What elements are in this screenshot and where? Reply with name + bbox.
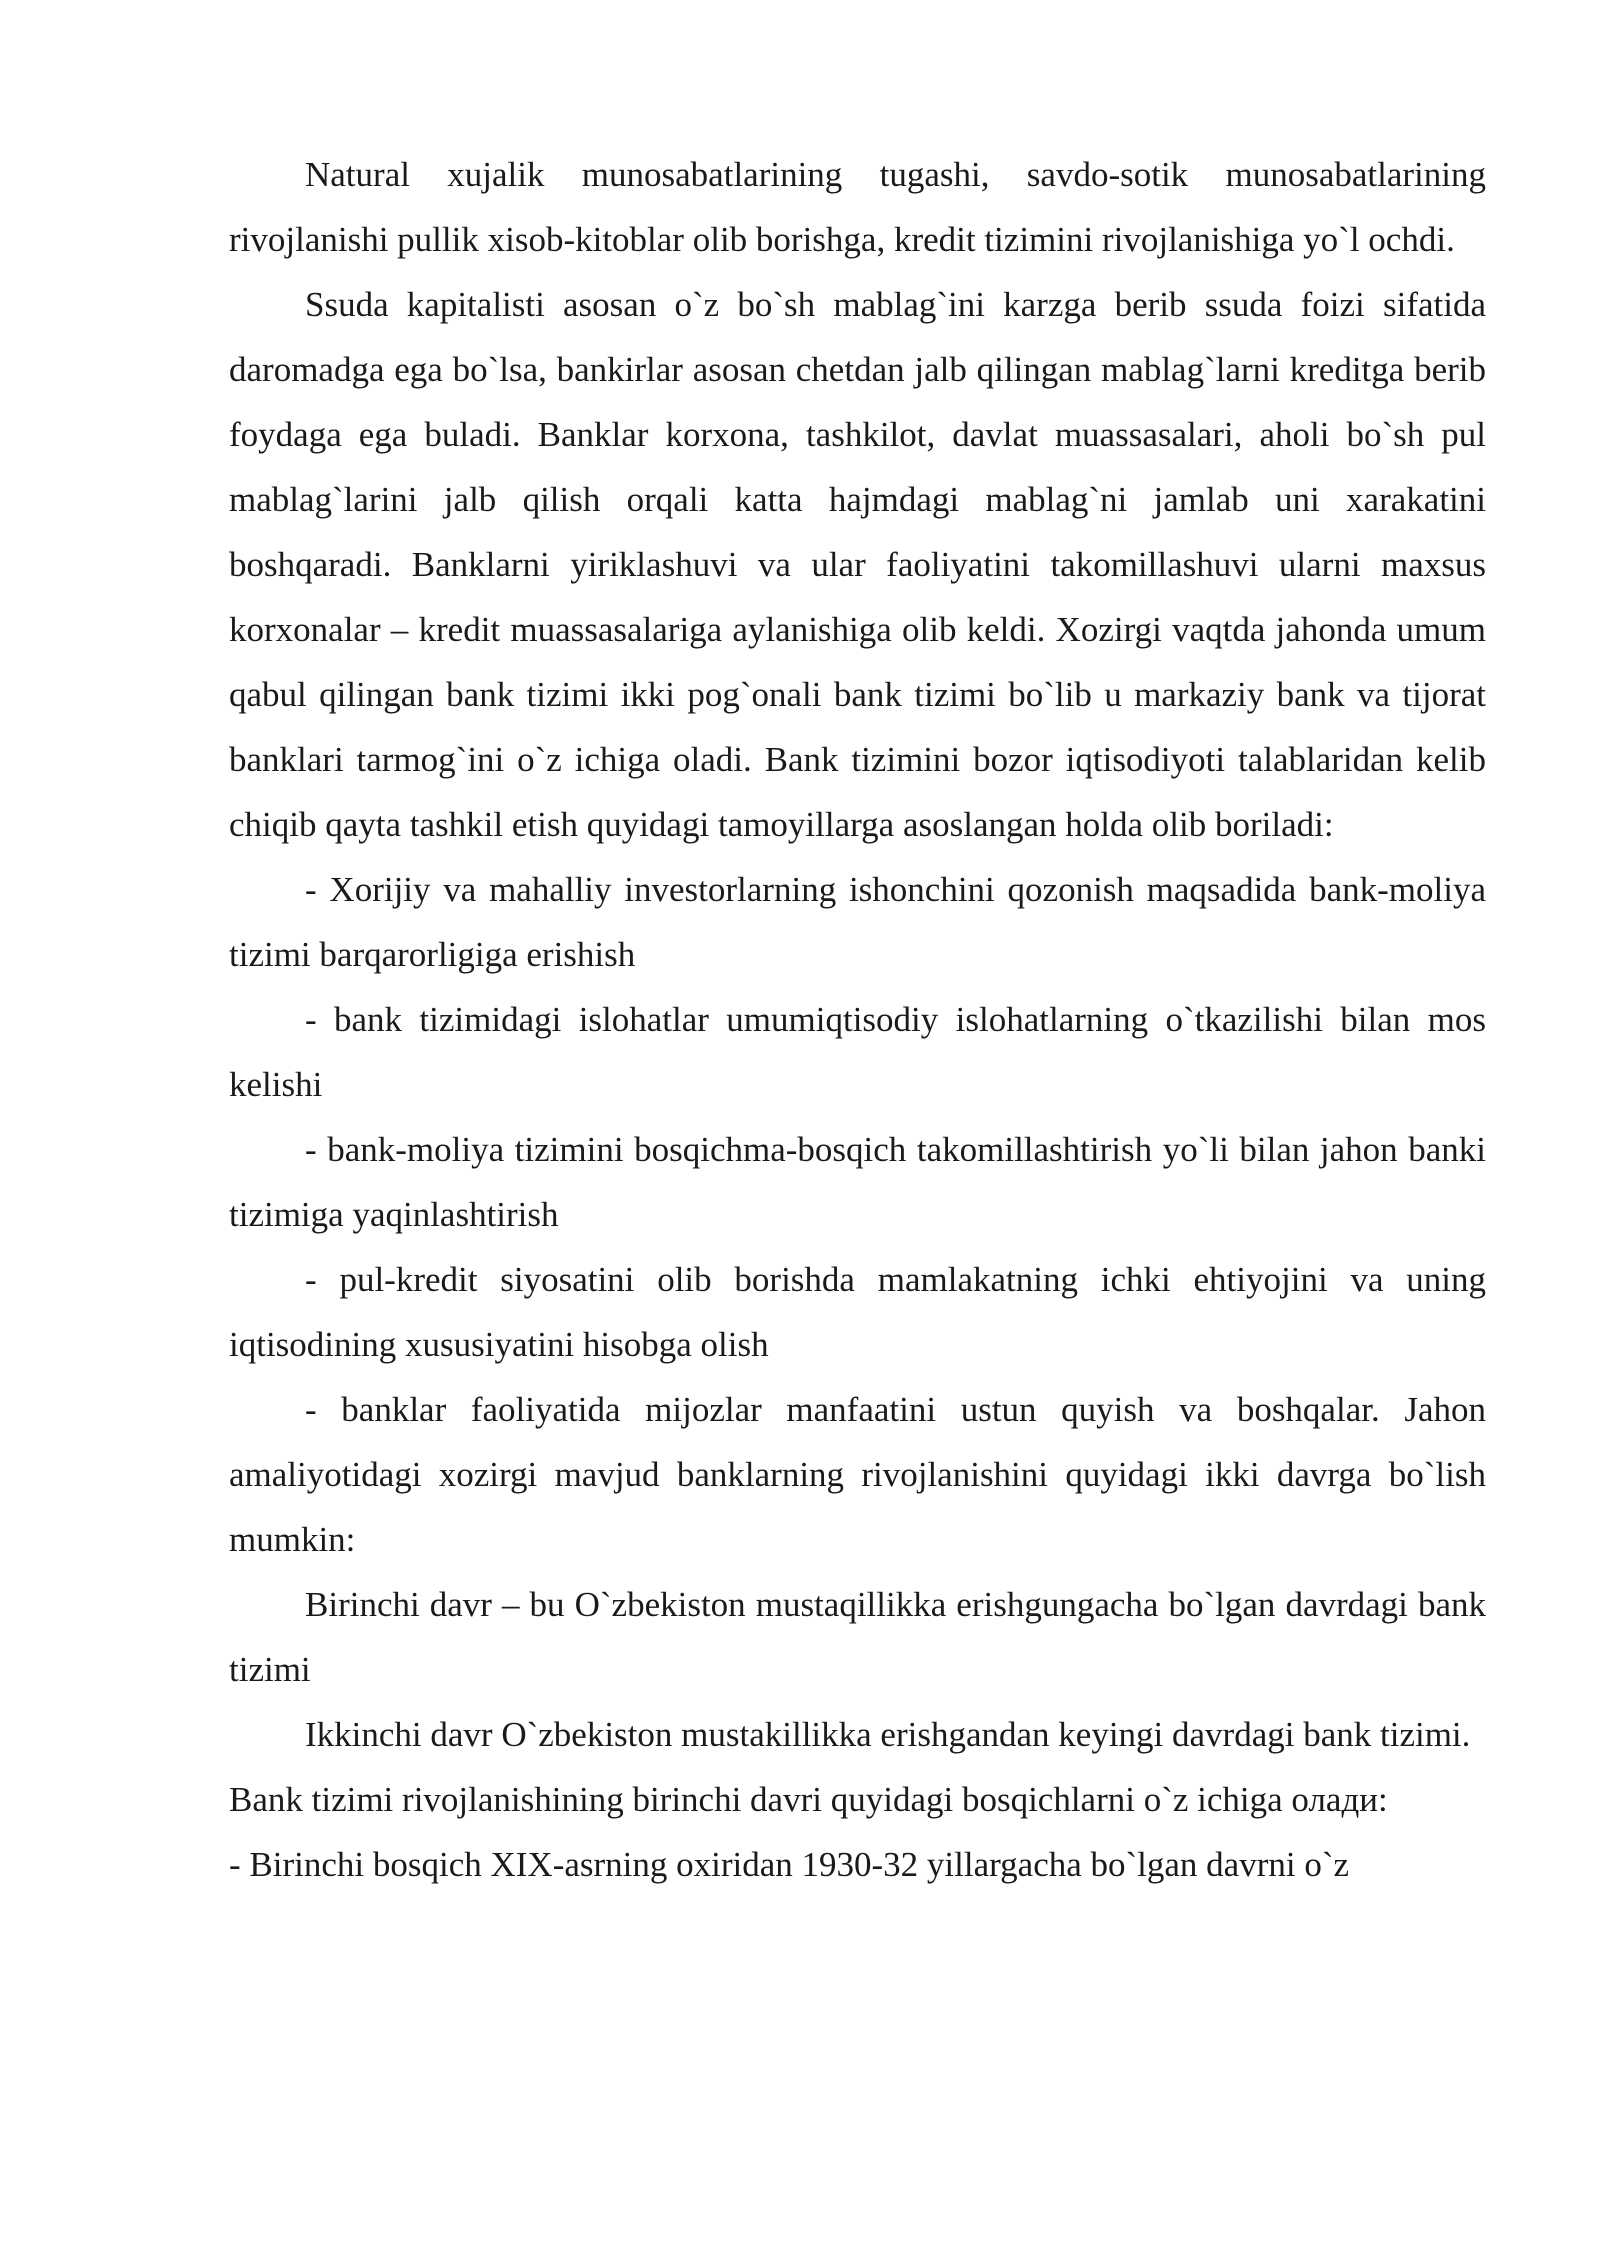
list-item-integration: - bank-moliya tizimini bosqichma-bosqich takomillashtirish yo`li bilan jahon banki tizimiga yaqinlashtirish xyxy=(229,1130,1486,1234)
list-item-stability: - Xorijiy va mahalliy investorlarning ishonchini qozonish maqsadida bank-moliya tizimi barqarorligiga erishish xyxy=(229,870,1486,974)
paragraph-stages-intro: Bank tizimi rivojlanishining birinchi davri quyidagi bosqichlarni o`z ichiga олади: xyxy=(229,1780,1388,1819)
list-item-monetary-policy: - pul-kredit siyosatini olib borishda mamlakatning ichki ehtiyojini va uning iqtisodining xususiyatini hisobga olish xyxy=(229,1260,1486,1364)
paragraph-natural-economy: Natural xujalik munosabatlarining tugashi, savdo-sotik munosabatlarining rivojlanishi pullik xisob-kitoblar olib borishga, kredit tizimini rivojlanishiga yo`l ochdi. xyxy=(229,155,1486,259)
paragraph-first-period: Birinchi davr – bu O`zbekiston mustaqillikka erishgungacha bo`lgan davrdagi bank tizimi xyxy=(229,1585,1486,1689)
paragraph-first-stage: - Birinchi bosqich XIX-asrning oxiridan 1930-32 yillargacha bo`lgan davrni o`z xyxy=(229,1845,1350,1884)
document-body xyxy=(229,142,1486,1897)
list-item-reforms: - bank tizimidagi islohatlar umumiqtisodiy islohatlarning o`tkazilishi bilan mos kelishi xyxy=(229,1000,1486,1104)
list-item-clients-interest: - banklar faoliyatida mijozlar manfaatini ustun quyish va boshqalar. Jahon amaliyotidagi xozirgi mavjud banklarning rivojlanishini quyidagi ikki davrga bo`lish mumkin: xyxy=(229,1390,1486,1559)
paragraph-loan-capital: Ssuda kapitalisti asosan o`z bo`sh mablag`ini karzga berib ssuda foizi sifatida daromadga ega bo`lsa, bankirlar asosan chetdan jalb qilingan mablag`larni kreditga berib foydaga ega buladi. Banklar korxona, tashkilot, davlat muassasalari, aholi bo`sh pul mablag`larini jalb qilish orqali katta hajmdagi mablag`ni jamlab uni xarakatini boshqaradi. Banklarni yiriklashuvi va ular faoliyatini takomillashuvi ularni maxsus korxonalar – kredit muassasalariga aylanishiga olib keldi. Xozirgi vaqtda jahonda umum qabul qilingan bank tizimi ikki pog`onali bank tizimi bo`lib u markaziy bank va tijorat banklari tarmog`ini o`z ichiga oladi. Bank tizimini bozor iqtisodiyoti talablaridan kelib chiqib qayta tashkil etish quyidagi tamoyillarga asoslangan holda olib boriladi: xyxy=(229,285,1486,844)
paragraph-second-period: Ikkinchi davr O`zbekiston mustakillikka erishgandan keyingi davrdagi bank tizimi. xyxy=(305,1715,1471,1754)
